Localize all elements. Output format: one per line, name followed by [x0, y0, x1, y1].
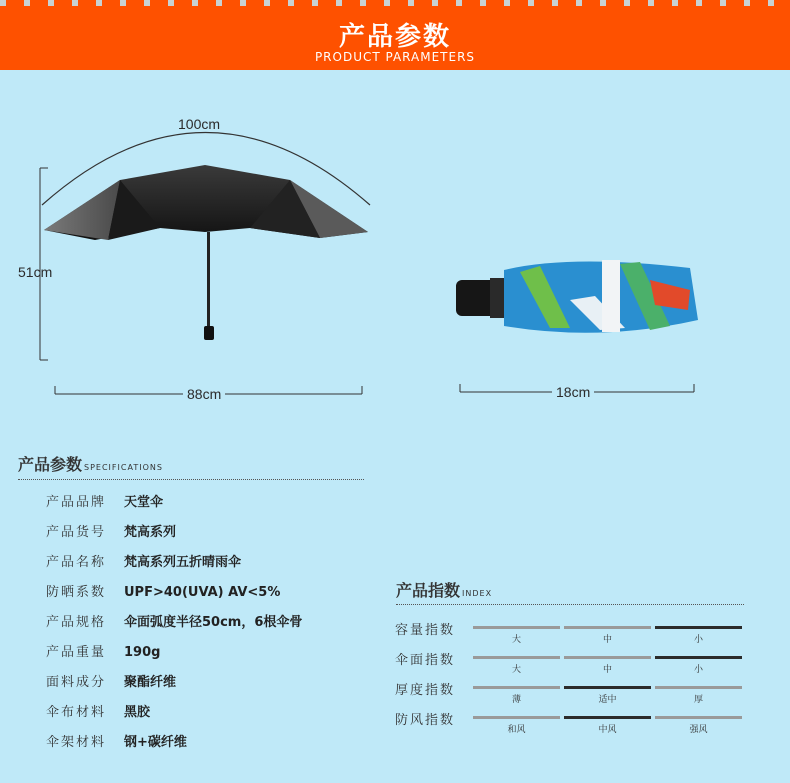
specs-divider	[18, 479, 364, 480]
index-row	[395, 679, 745, 703]
spec-row	[40, 671, 176, 691]
index-level-label: 中风	[598, 725, 617, 735]
spec-row	[40, 581, 280, 601]
index-level-label: 小	[693, 635, 703, 645]
index-level-label: 薄	[511, 695, 521, 705]
spec-value: 钢+碳纤维	[124, 735, 187, 750]
index-level-label: 强风	[689, 725, 708, 735]
spec-value: 梵高系列	[124, 525, 177, 540]
spec-row	[40, 731, 187, 751]
spec-key: 面料成分	[45, 675, 106, 690]
page-title: 产品参数	[338, 22, 451, 52]
specs-heading-text: 产品参数	[18, 455, 83, 474]
spec-row	[40, 611, 302, 631]
index-heading-en: INDEX	[462, 589, 493, 598]
spec-row	[40, 551, 241, 571]
specs-heading-en: SPECIFICATIONS	[84, 463, 163, 472]
spec-value: 黑胶	[124, 705, 151, 720]
index-level-label: 中	[602, 665, 612, 675]
spec-key: 产品货号	[45, 525, 106, 540]
index-name: 防风指数	[395, 713, 456, 728]
index-name: 容量指数	[395, 623, 456, 638]
index-level-bar	[564, 686, 651, 689]
spec-value: 聚酯纤维	[124, 675, 177, 690]
index-level-label: 小	[693, 665, 703, 675]
index-name: 伞面指数	[395, 653, 456, 668]
index-level-bar	[564, 716, 651, 719]
dimension-top-width: 100cm	[178, 116, 221, 132]
index-heading-text: 产品指数	[396, 581, 461, 600]
spec-row	[40, 521, 176, 541]
dimension-folded-length: 18cm	[552, 384, 594, 400]
index-level-label: 适中	[598, 695, 617, 705]
specs-heading	[18, 452, 163, 475]
index-level-bar	[473, 686, 560, 689]
spec-key: 产品名称	[45, 555, 106, 570]
spec-key: 产品重量	[45, 645, 106, 660]
spec-row	[40, 701, 150, 721]
index-level-bar	[564, 626, 651, 629]
dimension-bottom-width: 88cm	[183, 386, 225, 402]
index-level-bar	[655, 686, 742, 689]
index-divider	[396, 604, 744, 605]
index-level-bar	[473, 716, 560, 719]
index-row	[395, 649, 745, 673]
dimension-height: 51cm	[18, 264, 53, 280]
spec-key: 产品品牌	[45, 495, 106, 510]
index-level-bar	[655, 656, 742, 659]
index-level-label: 和风	[507, 725, 526, 735]
index-heading	[396, 578, 492, 601]
spec-row	[40, 641, 160, 661]
spec-key: 防晒系数	[45, 585, 106, 600]
spec-value: UPF>40(UVA) AV<5%	[124, 585, 281, 600]
index-level-label: 大	[511, 635, 521, 645]
index-level-bar	[473, 626, 560, 629]
index-row	[395, 709, 745, 733]
index-level-bar	[564, 656, 651, 659]
page-subtitle: PRODUCT PARAMETERS	[314, 50, 476, 64]
index-level-bar	[655, 626, 742, 629]
index-level-label: 厚	[693, 695, 703, 705]
index-level-bar	[473, 656, 560, 659]
spec-value: 天堂伞	[124, 495, 164, 510]
spec-key: 伞架材料	[45, 735, 106, 750]
spec-value: 梵高系列五折晴雨伞	[124, 555, 242, 570]
index-level-label: 中	[602, 635, 612, 645]
spec-value: 伞面弧度半径50cm，6根伞骨	[124, 615, 303, 630]
spec-row	[40, 491, 163, 511]
index-row	[395, 619, 745, 643]
index-name: 厚度指数	[395, 683, 456, 698]
header-banner	[0, 0, 790, 70]
spec-value: 190g	[124, 645, 161, 660]
index-level-label: 大	[511, 665, 521, 675]
index-level-bar	[655, 716, 742, 719]
banner-decoration	[0, 0, 790, 6]
spec-key: 伞布材料	[45, 705, 106, 720]
spec-key: 产品规格	[45, 615, 106, 630]
